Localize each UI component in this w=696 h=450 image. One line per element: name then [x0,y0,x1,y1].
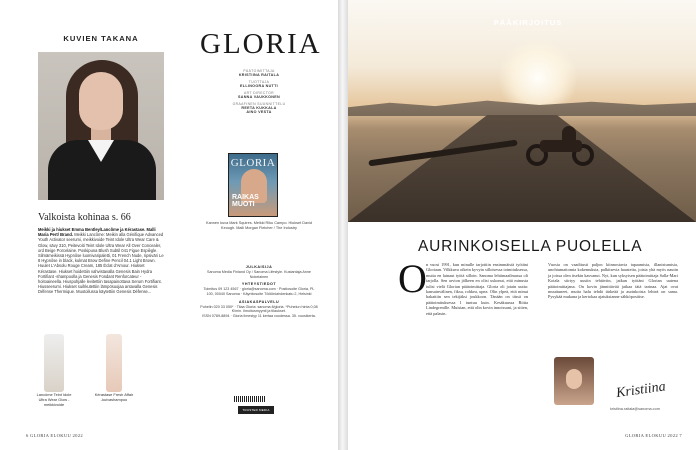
editor-email: kristiina.raitala@sanoma.com [610,407,660,411]
product-a-caption: Lancôme Teint Idole Ultra Wear Glow -meikkivoide [36,392,72,407]
right-folio: GLORIA ELOKUU 2022 7 [625,433,682,438]
editor-portrait [554,357,594,405]
portrait-photo [38,52,164,200]
service-text: Puhelin 020 33 050* · Tilaa Gloria: sanoma.fi/gloria. *Puhelun hinta 0,08 €/min. Ilmoitusmyynti ja tilaukset. [200,304,318,314]
publisher-heading: JULKAISIJA [245,265,273,269]
motorcycle-rider-icon [526,126,596,166]
staff-name: AINO VESTA [246,110,272,114]
editor-signature: Kristiina [615,379,667,402]
credits-body-2: Hiukset Kérastase. Hiukset hoidettiin vahvistavalla Genesis Bain Hydra Fortifiant -shampoolla ja Genesis Fondant Renforcateur -hoitoaineella. Hiuspohjalle levitettiin tasapainottava Serum Fortifiant. Hiusseerumi. Hiukset suihkutettiin lämpösuojaa antavalla Genesis Défense Thermique. Muotoilussa käytettiin Genesis Défense... [38,263,162,295]
product-shampoo-image [106,334,122,392]
contact-heading: YHTEYSTIEDOT [241,282,277,287]
product-b-caption: Kérastase Fresh Affair -kuivashampoo [94,392,134,402]
left-page [0,0,338,450]
editorial-column-2: Vuosia on vaaditusti paljon kiinnostavia tapaamisia, illanistumisia, unohtumattomia kokemuksia, palkitsevia haasteita, joista yhä myös nautin ja joissa olen itsekin kasvanut. Nyt, kun syksyisen päätoimittaja Salla-Mari Kotala siirtyy uusiin tehtäviin, jatkan työtäni Glorian uutena päätoimittajana. On kovin jännittävää jatkaa tätä tarinaa. Ajat ovat muuttuneet, mutta halu tehdä tärkeää ja aurinkoista lehteä on sama. Pysykää mukana ja kertokaa ajatuksianne sähköpostitse. [548,262,678,300]
publisher-info [200,262,318,319]
right-page [348,0,696,450]
left-folio: 6 GLORIA ELOKUU 2022 [26,433,83,438]
contact-text: Toimitus 09 123 4567 · gloria@sanoma.com · Postiosoite Gloria, PL 100, 00040 Sanoma · Käyntiosoite Töölönlahdenkatu 2, Helsinki [203,287,315,296]
trusted-media-badge: TRUSTED MEDIA [238,406,274,414]
column-title: KUVIEN TAKANA [63,34,139,43]
editorial-column-1: n vuosi 1991, kun minulle tarjottiin ensimmäistä työtäni Gloriaan. Vilkkuva oikein kyvyin silloisessa toimituksessa, mutta en lainaut työtä silloin. Sanoma lehtimaailmassa oli tarjolla. Sen arvion jälkeen en olisi uskonut, että minusta tulisi vielä Glorian päätoimittaja. Gloria oli jotain uutta: kansainvälinen, fiksu, rohkea, upea. Olin ylpeä, että minut hakattiin sen tekijäksi joukkoon. Tänään on tässä on päätoimituksessa 1 tuntuu kuin. Kesäkuussa Riitta Lindegrenille. Muistan, että olin kovin innoissani, ja sitten, että palasin. [426,262,528,316]
staff-name: REETA KUKKALA [241,106,277,110]
credits-lead: Meikki ja hiukset Emma Bentley/Lancôme ja Kérastase. Malli Maria Pert/ Brand. [38,227,156,238]
staff-name: ELLINOORA NUTTI [240,84,278,88]
staff-role: TUOTTAJA [248,80,270,84]
credits-subhead: Valkoista kohinaa s. 66 [38,212,131,223]
masthead-logo: GLORIA [200,28,322,60]
cover-credits: Kannen kuva Mark Squires. Meikki Riku Campo. Hiukset David Keough. Malli Morgan Fletcher / The Industry [206,221,312,230]
section-kicker: PÄÄKIRJOITUS [493,18,563,27]
cover-tagline: RAIKAS MUOTI [232,194,259,208]
staff-list [200,66,318,114]
staff-role: PÄÄTOIMITTAJA [243,69,275,73]
barcode-icon [234,396,266,402]
credits-body: Meikki Lancôme: Meikin alla Génifique Advanced Youth Activator seerumi, meikkivoide Teint Idole Ultra Wear Care & Glow, sävy 310, Peitevoiti Teint Idole Ultra Wear All Over Concealer, ord Beige Porcelaine. Poskipuna Blush Subtil 041 Figue Espiègle. Silmämeikissä Hypnôse luomivaripaletti, 01 French Nude, ripsiväri Le 8 Hypnôse in black, kulmat Brow Define Pencil 04.1 Light Brown. Huulet L'Absolu Rouge Cream, 185 Éclat d'Amour. [38,232,164,269]
staff-role: ART DIRECTOR [243,91,275,95]
credits-text [38,227,164,295]
editorial-headline: AURINKOISELLA PUOLELLA [418,238,643,255]
drop-cap: O [398,256,427,301]
cover-logo: GLORIA [230,157,276,169]
staff-name: SANNA VAUKKONEN [238,95,280,99]
service-heading: ASIAKASPALVELU [238,299,280,304]
hero-photo [348,0,696,222]
magazine-cover-thumbnail [228,153,278,217]
issn-text: ISSN 0789-8894 · Gloria ilmestyy 11 kertaa vuodessa. 35. vuosikerta. [202,314,316,319]
staff-role: GRAAFINEN SUUNNITTELU [232,102,286,106]
spread-gutter [338,0,348,450]
staff-name: KRISTIINA RAITALA [238,73,280,77]
publisher-text: Sanoma Media Finland Oy / Sanoma Lifestyle. Kustantaja Anne Nokelainen [207,269,311,279]
product-foundation-image [44,334,64,392]
